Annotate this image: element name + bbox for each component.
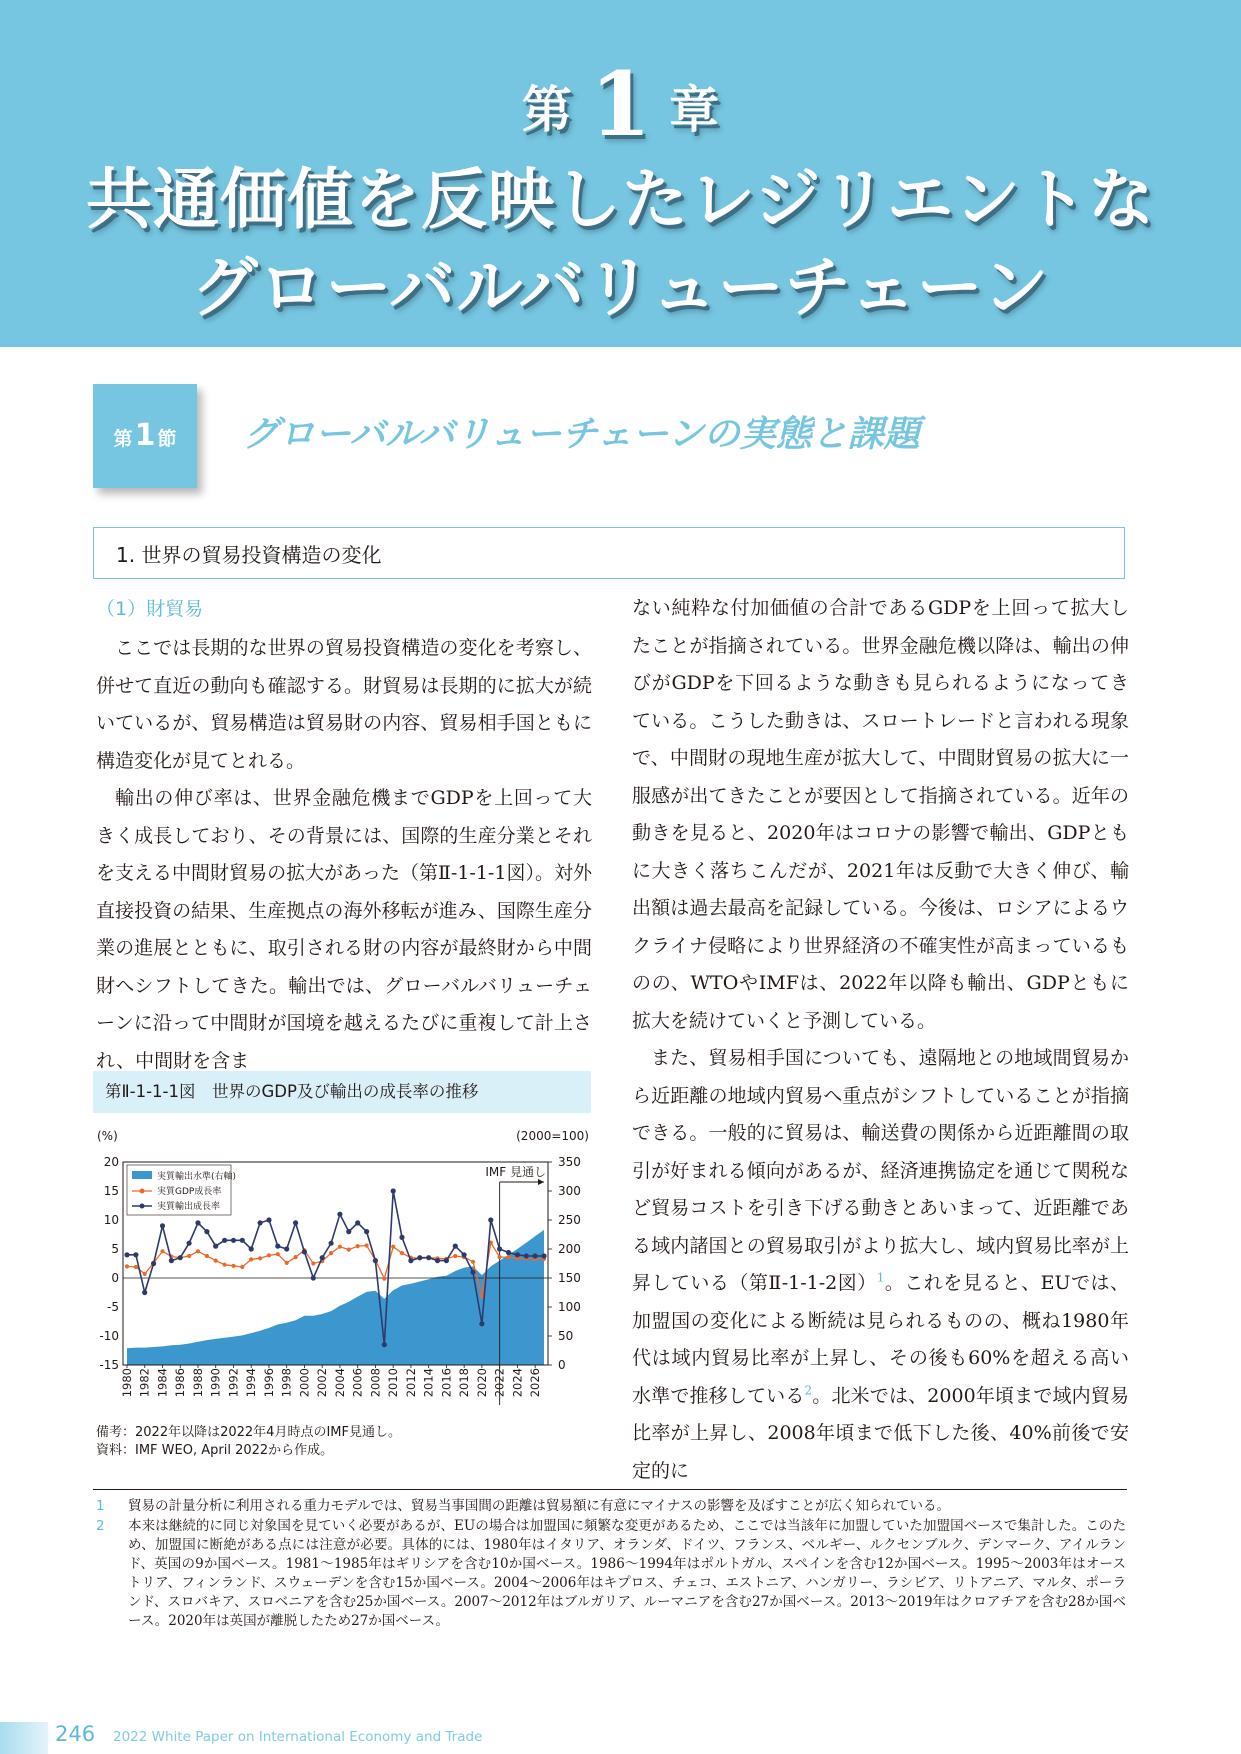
gdp-growth-point (187, 1254, 191, 1258)
export-growth-point (524, 1253, 529, 1258)
gdp-growth-point (329, 1251, 333, 1255)
export-growth-point (426, 1255, 431, 1260)
section-title: グローバルバリューチェーンの実態と課題 (243, 413, 920, 455)
gdp-growth-point (338, 1245, 342, 1249)
chapter-label: 第 1 章 (521, 52, 720, 156)
export-growth-point (399, 1235, 404, 1240)
gdp-growth-point (391, 1245, 395, 1249)
export-growth-point (488, 1217, 493, 1222)
export-growth-point (213, 1244, 218, 1249)
gdp-growth-point (267, 1253, 271, 1257)
subsection-title: 1. 世界の貿易投資構造の変化 (116, 543, 382, 567)
export-growth-point (435, 1258, 440, 1263)
gdp-growth-point (160, 1249, 164, 1253)
export-growth-point (506, 1250, 511, 1255)
export-growth-point (497, 1246, 502, 1251)
left-axis-tick: 0 (111, 1271, 119, 1285)
gdp-growth-point (285, 1261, 289, 1265)
export-growth-point (391, 1188, 396, 1193)
export-growth-point (373, 1258, 378, 1263)
body-column-right (632, 590, 1129, 1490)
page-tab-decoration (0, 1722, 48, 1754)
left-axis-tick: -15 (99, 1358, 119, 1372)
gdp-growth-point (143, 1272, 147, 1276)
gdp-growth-point (311, 1261, 315, 1265)
x-axis-tick: 1994 (244, 1368, 259, 1398)
export-growth-point (240, 1238, 245, 1243)
gdp-growth-point (205, 1254, 209, 1258)
gdp-growth-point (294, 1255, 298, 1259)
body-column-left (96, 630, 592, 1080)
forecast-arrowhead (538, 1179, 544, 1185)
gdp-growth-point (249, 1257, 253, 1261)
export-growth-point (142, 1290, 147, 1295)
gdp-growth-point (506, 1255, 510, 1259)
publication-title: 2022 White Paper on International Economy and Trade (113, 1729, 483, 1745)
gdp-growth-point (223, 1263, 227, 1267)
x-axis-tick: 2024 (510, 1368, 525, 1398)
subsection-title-box (93, 527, 1125, 579)
gdp-growth-point (196, 1249, 200, 1253)
right-axis-tick: 350 (558, 1155, 581, 1169)
x-axis-tick: 2018 (457, 1368, 472, 1398)
gdp-growth-point (365, 1243, 369, 1247)
right-axis-tick: 50 (558, 1329, 574, 1343)
x-axis-tick: 2014 (421, 1368, 436, 1398)
export-growth-point (187, 1241, 192, 1246)
left-axis-tick: 15 (103, 1184, 119, 1198)
x-axis-tick: 1990 (208, 1368, 223, 1398)
export-growth-point (470, 1270, 475, 1275)
x-axis-tick: 1988 (190, 1368, 205, 1398)
x-axis-tick: 1998 (279, 1368, 294, 1398)
left-axis-unit: (%) (97, 1129, 118, 1143)
gdp-growth-point (258, 1256, 262, 1260)
export-growth-point (453, 1244, 458, 1249)
export-growth-point (346, 1229, 351, 1234)
gdp-growth-point (125, 1264, 129, 1268)
chapter-title-line1: 共通価値を反映したレジリエントな (85, 160, 1156, 238)
legend-swatch-area (132, 1171, 152, 1179)
gdp-growth-point (382, 1277, 386, 1281)
export-growth-point (311, 1275, 316, 1280)
export-growth-point (444, 1258, 449, 1263)
export-growth-point (417, 1255, 422, 1260)
x-axis-tick: 1980 (120, 1368, 134, 1398)
x-axis-tick: 2008 (368, 1368, 383, 1398)
footnote-divider (93, 1489, 1127, 1490)
paragraph: また、貿易相手国についても、遠隔地との地域間貿易から近距離の地域内貿易へ重点がシフトしていることが指摘できる。一般的に貿易は、輸送費の関係から近距離間の取引が好まれる傾向があるが、経済連携協定を通じて関税など貿易コストを引き下げる動きとあいまって、近距離である域内諸国との貿易取引がより拡大し、域内貿易比率が上昇している（第Ⅱ-1-1-2図）$^1$。これを見ると、EUでは、加盟国の変化による断続は見られるものの、概ね1980年代は域内貿易比率が上昇し、その後も60%を超える高い水準で推移している$^2$。北米では、2000年頃まで域内貿易比率が上昇し、2008年頃まで低下した後、40%前後で安定的に (632, 1047, 1129, 1482)
export-growth-point (204, 1229, 209, 1234)
right-axis-tick: 300 (558, 1184, 581, 1198)
x-axis-tick: 2012 (403, 1368, 418, 1398)
x-axis-tick: 1982 (137, 1368, 152, 1398)
paragraph: ここでは長期的な世界の貿易投資構造の変化を考察し、併せて直近の動向も確認する。財貿易は長期的に拡大が続いているが、貿易構造は貿易財の内容、貿易相手国ともに構造変化が見てとれる。 (96, 637, 592, 772)
footnote: 1 貿易の計量分析に利用される重力モデルでは、貿易当事国間の距離は貿易額に有意にマイナスの影響を及ぼすことが広く知られている。 (96, 1498, 951, 1514)
export-growth-point (320, 1255, 325, 1260)
export-growth-point (533, 1253, 538, 1258)
export-growth-point (479, 1321, 484, 1326)
export-growth-point (151, 1261, 156, 1266)
x-axis-tick: 2000 (297, 1368, 312, 1398)
export-growth-point (133, 1252, 138, 1257)
export-growth-point (329, 1241, 334, 1246)
export-growth-point (275, 1244, 280, 1249)
export-growth-point (124, 1252, 129, 1257)
footnote-ref[interactable]: 1 (876, 1270, 885, 1285)
right-axis-tick: 0 (558, 1358, 566, 1372)
forecast-annotation: IMF 見通し (485, 1165, 546, 1179)
gdp-growth-point (347, 1248, 351, 1252)
export-growth-point (195, 1220, 200, 1225)
gdp-growth-point (453, 1254, 457, 1258)
footnote: 2 本来は継続的に同じ対象国を見ていく必要があるが、EUの場合は加盟国に頻繁な変更があるため、ここでは当該年に加盟していた加盟国ベースで集計した。このため、加盟国に断絶がある点には注意が必要。具体的には、1980年はイタリア、オランダ、ドイツ、フランス、ベルギー、ルクセンブルク、デンマーク、アイルランド、英国の9か国ベース。1981～1985年はギリシアを含む10か国ベース。1986～1994年はポルトガル、スペインを含む12か国ベース。1995～2003年はオーストリア、フィンランド、スウェーデンを含む15か国ベース。2004～2006年はキプロス、チェコ、エストニア、ハンガリー、ラシビア、リトアニア、マルタ、ポーランド、スロバキア、スロベニアを含む25か国ベース。2007～2012年はブルガリア、ルーマニアを含む27か国ベース。2013～2019年はクロアチアを含む28か国ベース。2020年は英国が離脱したため27か国ベース。 (96, 1518, 1126, 1629)
x-axis-tick: 1996 (261, 1368, 276, 1398)
export-growth-point (293, 1220, 298, 1225)
export-growth-point (355, 1220, 360, 1225)
page-number: 246 (55, 1722, 96, 1746)
x-axis-tick: 1992 (226, 1368, 241, 1398)
left-axis-tick: 5 (111, 1242, 119, 1256)
export-growth-point (541, 1253, 546, 1258)
x-axis-tick: 1986 (173, 1368, 188, 1398)
export-growth-point (178, 1255, 183, 1260)
gdp-growth-point (134, 1265, 138, 1269)
right-axis-tick: 250 (558, 1213, 581, 1227)
paragraph: 輸出の伸び率は、世界金融危機までGDPを上回って大きく成長しており、その背景には、国際的生産分業とそれを支える中間財貿易の拡大があった（第Ⅱ-1-1-1図）。対外直接投資の結果、生産拠点の海外移転が進み、国際生産分業の進展とともに、取引される財の内容が最終財から中間財へシフトしてきた。輸出では、グローバルバリューチェーンに沿って中間財が国境を越えるたびに重複して計上され、中間財を含ま (96, 787, 592, 1072)
right-axis-tick: 200 (558, 1242, 581, 1256)
subheading: （1）財貿易 (96, 598, 204, 620)
x-axis-tick: 2006 (350, 1368, 365, 1398)
export-growth-point (266, 1217, 271, 1222)
gdp-growth-point (356, 1244, 360, 1248)
growth-rate-chart (93, 1125, 593, 1430)
x-axis-tick: 2026 (528, 1368, 543, 1398)
chapter-banner (0, 0, 1241, 347)
legend-marker-gdp (140, 1189, 145, 1194)
export-growth-point (515, 1252, 520, 1257)
export-growth-point (258, 1220, 263, 1225)
export-growth-point (160, 1223, 165, 1228)
figure-source: 資料：IMF WEO, April 2022から作成。 (96, 1443, 334, 1458)
left-axis-tick: -5 (107, 1300, 119, 1314)
gdp-growth-point (214, 1259, 218, 1263)
gdp-growth-point (231, 1264, 235, 1268)
x-axis-tick: 1984 (155, 1368, 170, 1398)
figure-title: 第Ⅱ-1-1-1図 世界のGDP及び輸出の成長率の推移 (93, 1071, 591, 1113)
gdp-growth-point (471, 1260, 475, 1264)
gdp-growth-point (498, 1255, 502, 1259)
legend-label: 実質GDP成長率 (157, 1187, 222, 1197)
export-growth-point (364, 1229, 369, 1234)
export-growth-point (249, 1246, 254, 1251)
legend-label: 実質輸出成長率 (157, 1202, 221, 1212)
right-axis-unit: (2000=100) (516, 1129, 589, 1143)
left-axis-tick: -10 (99, 1329, 119, 1343)
right-axis-tick: 100 (558, 1300, 581, 1314)
export-growth-point (462, 1252, 467, 1257)
export-growth-point (222, 1238, 227, 1243)
x-axis-tick: 2002 (315, 1368, 330, 1398)
section-number-box: 第1 節 (93, 384, 197, 488)
legend-marker-export (140, 1204, 145, 1209)
legend-label: 実質輸出水準(右軸) (157, 1172, 237, 1182)
export-growth-point (337, 1212, 342, 1217)
right-axis-tick: 150 (558, 1271, 581, 1285)
x-axis-tick: 2020 (474, 1368, 489, 1398)
left-axis-tick: 10 (103, 1213, 119, 1227)
figure-note: 備考：2022年以降は2022年4月時点のIMF見通し。 (96, 1425, 401, 1440)
export-growth-point (302, 1249, 307, 1254)
gdp-growth-point (400, 1251, 404, 1255)
export-growth-point (382, 1342, 387, 1347)
x-axis-tick: 2016 (439, 1368, 454, 1398)
x-axis-tick: 2004 (332, 1368, 347, 1398)
paragraph: ない純粋な付加価値の合計であるGDPを上回って拡大したことが指摘されている。世界金融危機以降は、輸出の伸びがGDPを下回るような動きも見られるようになってきている。こうした動きは、スロートレードと言われる現象で、中間財の現地生産が拡大して、中間財貿易の拡大に一服感が出てきたことが要因として指摘されている。近年の動きを見ると、2020年はコロナの影響で輸出、GDPともに大きく落ちこんだが、2021年は反動で大きく伸び、輸出額は過去最高を記録している。今後は、ロシアによるウクライナ侵略により世界経済の不確実性が高まっているものの、WTOやIMFは、2022年以降も輸出、GDPともに拡大を続けていくと予測している。 (632, 597, 1129, 1032)
export-growth-point (408, 1258, 413, 1263)
x-axis-tick: 2022 (492, 1368, 507, 1398)
export-growth-point (169, 1258, 174, 1263)
chapter-title-line2: グローバルバリューチェーン (191, 248, 1050, 326)
export-growth-point (284, 1246, 289, 1251)
gdp-growth-point (276, 1252, 280, 1256)
gdp-growth-point (240, 1265, 244, 1269)
left-axis-tick: 20 (103, 1155, 119, 1169)
export-growth-point (231, 1238, 236, 1243)
x-axis-tick: 2010 (386, 1368, 401, 1398)
footnote-ref[interactable]: 2 (804, 1383, 813, 1398)
